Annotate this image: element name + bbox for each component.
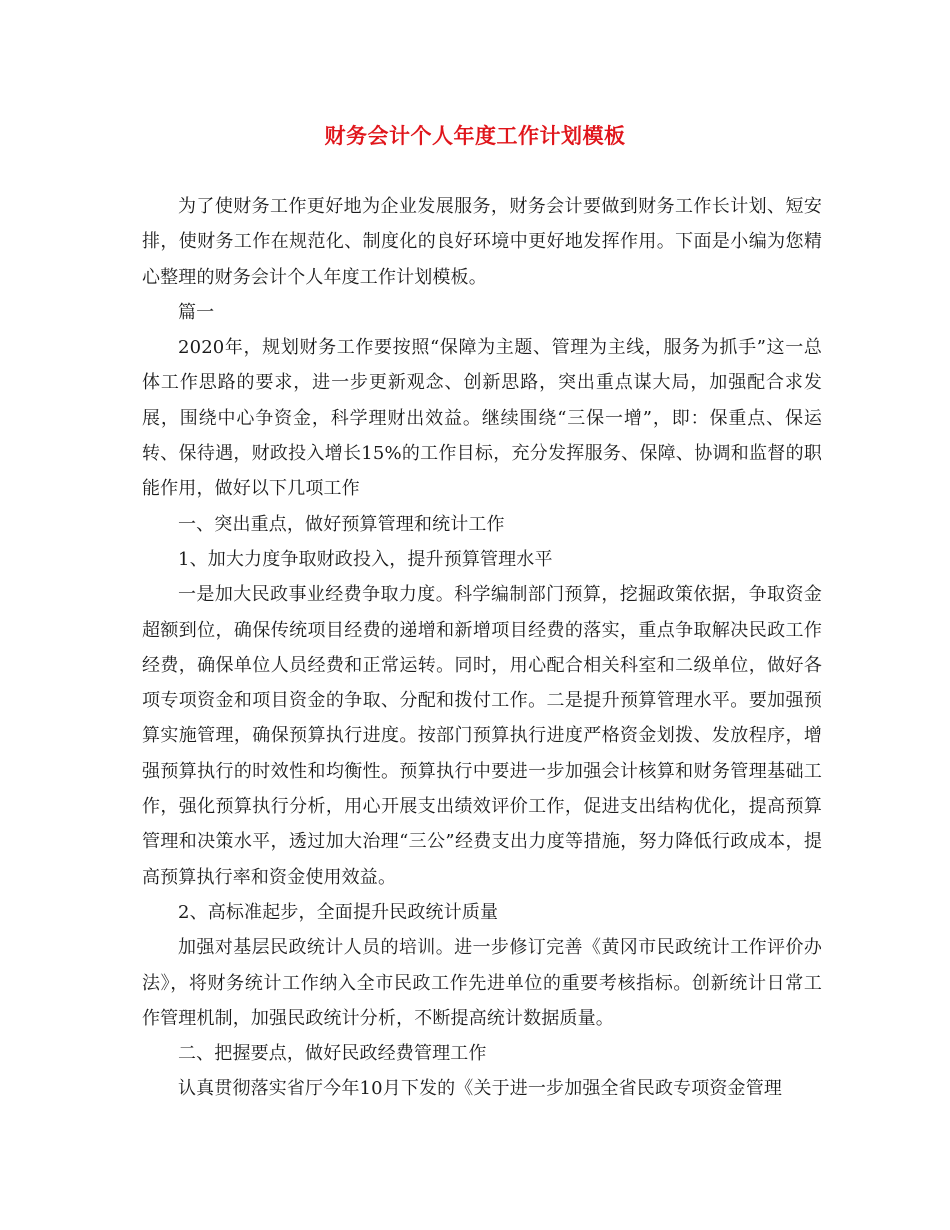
paragraph-section-label: 篇一 [178,301,215,323]
paragraph-statistics: 加强对基层民政统计人员的培训。进一步修订完善《黄冈市民政统计工作评价办法》，将财务统计工作纳入全市民政工作先进单位的重要考核指标。创新统计日常工作管理机制，加强民政统计分析，不断提高统计数据质量。 [142,937,822,1029]
document-title: 财务会计个人年度工作计划模板 [324,123,626,148]
document-body [142,189,822,1107]
paragraph-intro: 为了使财务工作更好地为企业发展服务，财务会计要做到财务工作长计划、短安排，使财务工作在规范化、制度化的良好环境中更好地发挥作用。下面是小编为您精心整理的财务会计个人年度工作计划模板。 [142,196,822,288]
heading-subsection-two: 2、高标准起步，全面提升民政统计质量 [178,901,499,923]
heading-section-one: 一、突出重点，做好预算管理和统计工作 [178,513,505,535]
heading-section-two: 二、把握要点，做好民政经费管理工作 [178,1043,487,1065]
paragraph-budget-management: 一是加大民政事业经费争取力度。科学编制部门预算，挖掘政策依据，争取资金超额到位，确保传统项目经费的递增和新增项目经费的落实，重点争取解决民政工作经费，确保单位人员经费和正常运转。同时，用心配合相关科室和二级单位，做好各项专项资金和项目资金的争取、分配和拨付工作。二是提升预算管理水平。要加强预算实施管理，确保预算执行进度。按部门预算执行进度严格资金划拨、发放程序，增强预算执行的时效性和均衡性。预算执行中要进一步加强会计核算和财务管理基础工作，强化预算执行分析，用心开展支出绩效评价工作，促进支出结构优化，提高预算管理和决策水平，透过加大治理“三公”经费支出力度等措施，努力降低行政成本，提高预算执行率和资金使用效益。 [142,584,822,888]
heading-subsection-one: 1、加大力度争取财政投入，提升预算管理水平 [178,548,553,570]
paragraph-overview: 2020年，规划财务工作要按照“保障为主题、管理为主线，服务为抓手”这一总体工作思路的要求，进一步更新观念、创新思路，突出重点谋大局，加强配合求发展，围绕中心争资金，科学理财出效益。继续围绕“三保一增”，即：保重点、保运转、保待遇，财政投入增长15%的工作目标，充分发挥服务、保障、协调和监督的职能作用，做好以下几项工作 [142,337,822,500]
paragraph-funds-management: 认真贯彻落实省厅今年10月下发的《关于进一步加强全省民政专项资金管理 [178,1078,783,1100]
